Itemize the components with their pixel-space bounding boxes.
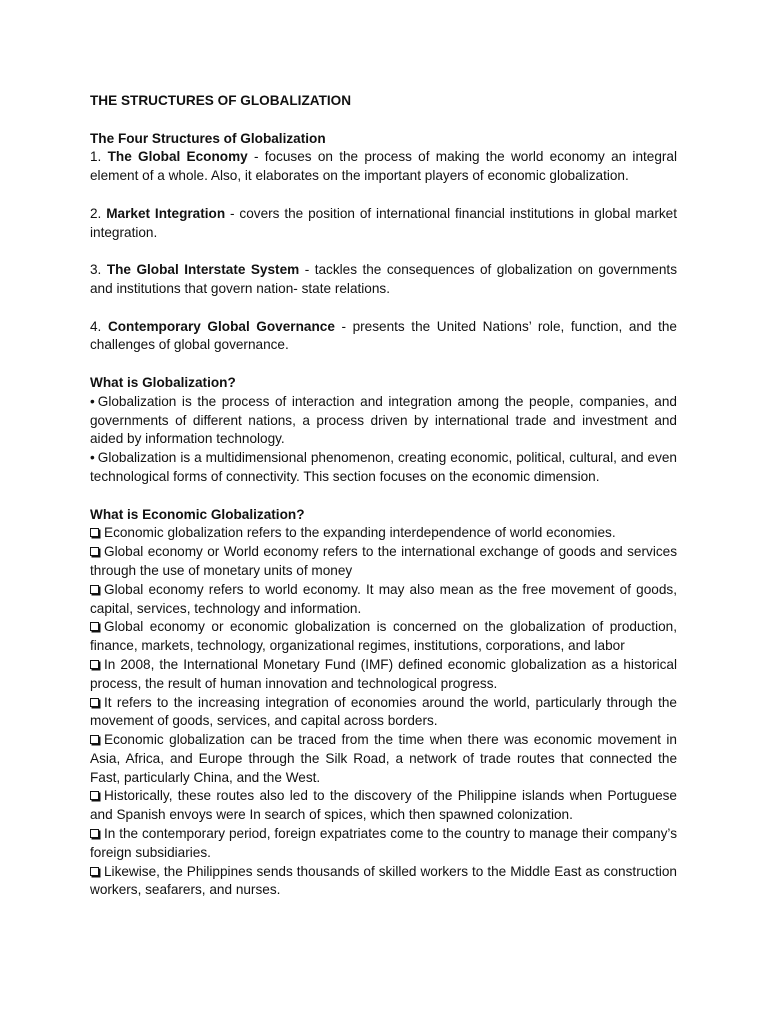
economic-globalization-list: [90, 524, 677, 900]
globalization-heading: What is Globalization?: [90, 374, 236, 390]
structure-number: 2.: [90, 205, 102, 221]
list-item-text: Economic globalization can be traced from the time when there was economic movement in Asia, Africa, and Europe through the Silk Road, a network of trade routes that connected the Fast, particularly China, and the West.: [90, 732, 677, 785]
structure-term: Contemporary Global Governance: [107, 318, 335, 334]
list-item-text: Likewise, the Philippines sends thousands of skilled workers to the Middle East as construction workers, seafarers, and nurses.: [90, 863, 677, 898]
checkbox-icon: [90, 528, 99, 537]
list-item-text: In the contemporary period, foreign expatriates come to the country to manage their company’s foreign subsidiaries.: [90, 826, 677, 860]
list-item: [90, 694, 677, 732]
list-item-text: Globalization is a multidimensional phenomenon, creating economic, political, cultural, and even technological forms of connectivity. This section focuses on the economic dimension.: [90, 450, 677, 484]
list-item: [90, 863, 677, 901]
list-item-text: It refers to the increasing integration of economies around the world, particularly through the movement of goods, services, and capital across borders.: [90, 694, 677, 729]
economic-globalization-heading: What is Economic Globalization?: [90, 506, 305, 522]
structure-term: The Global Interstate System: [106, 262, 300, 278]
structure-item: [90, 148, 677, 186]
checkbox-icon: [90, 867, 99, 876]
list-item: [90, 449, 677, 487]
structure-item: [90, 205, 677, 243]
checkbox-icon: [90, 660, 99, 669]
list-item-text: Global economy refers to world economy. It may also mean as the free movement of goods, capital, services, technology and information.: [90, 581, 677, 616]
structure-description: - covers the position of international financial institutions in global market integration.: [90, 205, 677, 240]
document-page: [90, 92, 677, 900]
structure-item: [90, 318, 677, 356]
structure-term: Market Integration: [106, 205, 226, 221]
list-item-text: Global economy or World economy refers to the international exchange of goods and services through the use of monetary units of money: [90, 544, 677, 578]
list-item: [90, 581, 677, 619]
structure-description: - presents the United Nations’ role, function, and the challenges of global governance.: [90, 318, 677, 353]
checkbox-icon: [90, 585, 99, 594]
document-title: THE STRUCTURES OF GLOBALIZATION: [90, 93, 352, 108]
checkbox-icon: [90, 829, 99, 838]
bullet-icon: •: [90, 450, 95, 466]
structure-number: 1.: [90, 149, 102, 165]
list-item: [90, 731, 677, 787]
checkbox-icon: [90, 791, 99, 800]
list-item-text: In 2008, the International Monetary Fund (IMF) defined economic globalization as a historical process, the result of human innovation and technological progress.: [90, 656, 677, 691]
structure-description: - focuses on the process of making the world economy an integral element of a whole. Also, it elaborates on the important players of economic globalization.: [90, 149, 678, 184]
list-item: [90, 524, 677, 543]
structures-heading: The Four Structures of Globalization: [90, 130, 326, 146]
structures-list: [90, 148, 677, 355]
list-item: [90, 656, 677, 694]
list-item-text: Economic globalization refers to the expanding interdependence of world economies.: [104, 525, 616, 541]
globalization-list: [90, 393, 677, 487]
structure-number: 3.: [90, 262, 102, 278]
structure-description: - tackles the consequences of globalization on governments and institutions that govern nation- state relations.: [90, 262, 677, 296]
list-item: [90, 618, 677, 656]
section-spacer: [90, 487, 677, 506]
checkbox-icon: [90, 698, 99, 707]
list-item: [90, 393, 677, 449]
checkbox-icon: [90, 622, 99, 631]
list-item: [90, 825, 677, 863]
checkbox-icon: [90, 547, 99, 556]
structure-number: 4.: [90, 318, 102, 334]
list-item: [90, 787, 677, 825]
list-item-text: Global economy or economic globalization is concerned on the globalization of production, finance, markets, technology, organizational regimes, institutions, corporations, and labor: [90, 619, 677, 654]
structure-item: [90, 261, 677, 299]
bullet-icon: •: [90, 393, 95, 409]
list-item: [90, 543, 677, 581]
checkbox-icon: [90, 735, 99, 744]
list-item-text: Globalization is the process of interaction and integration among the people, companies, and governments of different nations, a process driven by international trade and investment and aided by information technology.: [90, 393, 677, 447]
structure-term: The Global Economy: [107, 149, 248, 165]
list-item-text: Historically, these routes also led to the discovery of the Philippine islands when Portuguese and Spanish envoys were In search of spices, which then spawned colonization.: [90, 788, 677, 823]
